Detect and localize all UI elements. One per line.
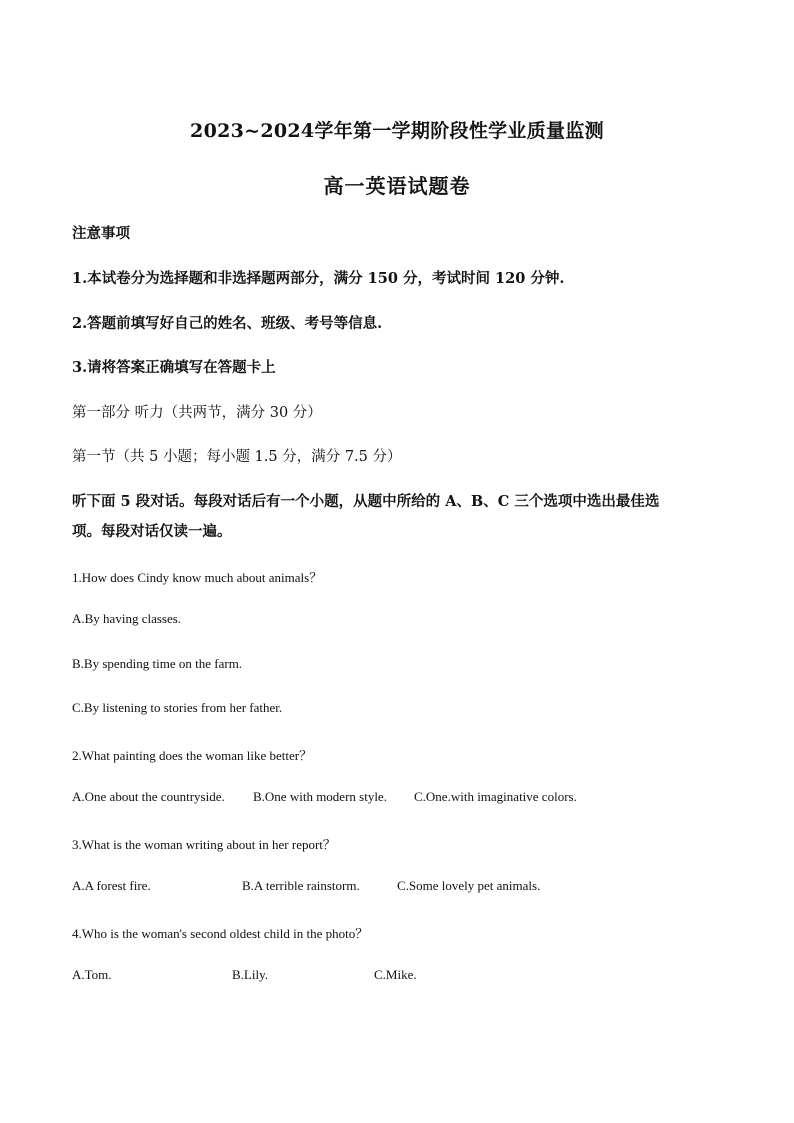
question-4-option-c: C.Mike. (374, 967, 417, 982)
question-1-stem: 1.How does Cindy know much about animals？ (72, 570, 323, 585)
question-4-stem: 4.Who is the woman's second oldest child in the photo？ (72, 926, 369, 941)
question-2-option-b: B.One with modern style. (253, 789, 387, 804)
instruction-line-1: 听下面 5 段对话。每段对话后有一个小题，从题中所给的 A、B、C 三个选项中选出最佳选 (72, 493, 660, 510)
question-2-option-a: A.One about the countryside. (72, 789, 225, 804)
notice-item-3: 3.请将答案正确填写在答题卡上 (72, 359, 276, 376)
exam-subtitle: 高一英语试题卷 (323, 174, 471, 198)
instruction-line-2: 项。每段对话仅读一遍。 (72, 523, 232, 540)
notice-item-2: 2.答题前填写好自己的姓名、班级、考号等信息. (72, 315, 383, 332)
question-3-option-a: A.A forest fire. (72, 878, 151, 893)
exam-title: 2023~2024学年第一学期阶段性学业质量监测 (190, 120, 604, 142)
question-2-option-c: C.One.with imaginative colors. (414, 789, 577, 804)
notice-item-1: 1.本试卷分为选择题和非选择题两部分，满分 150 分，考试时间 120 分钟. (72, 270, 565, 287)
question-1-option-c: C.By listening to stories from her father. (72, 700, 283, 715)
question-4-option-a: A.Tom. (72, 967, 112, 982)
question-4-option-b: B.Lily. (232, 967, 268, 982)
question-3-stem: 3.What is the woman writing about in her report？ (72, 837, 336, 852)
part1-heading: 第一部分 听力（共两节，满分 30 分） (72, 405, 322, 421)
notice-heading: 注意事项 (72, 225, 130, 242)
question-3-option-c: C.Some lovely pet animals. (397, 878, 541, 893)
section1-heading: 第一节（共 5 小题；每小题 1.5 分，满分 7.5 分） (72, 449, 402, 465)
question-2-stem: 2.What painting does the woman like better？ (72, 748, 313, 763)
question-3-option-b: B.A terrible rainstorm. (242, 878, 360, 893)
question-1-option-b: B.By spending time on the farm. (72, 656, 243, 671)
question-1-option-a: A.By having classes. (72, 611, 182, 626)
